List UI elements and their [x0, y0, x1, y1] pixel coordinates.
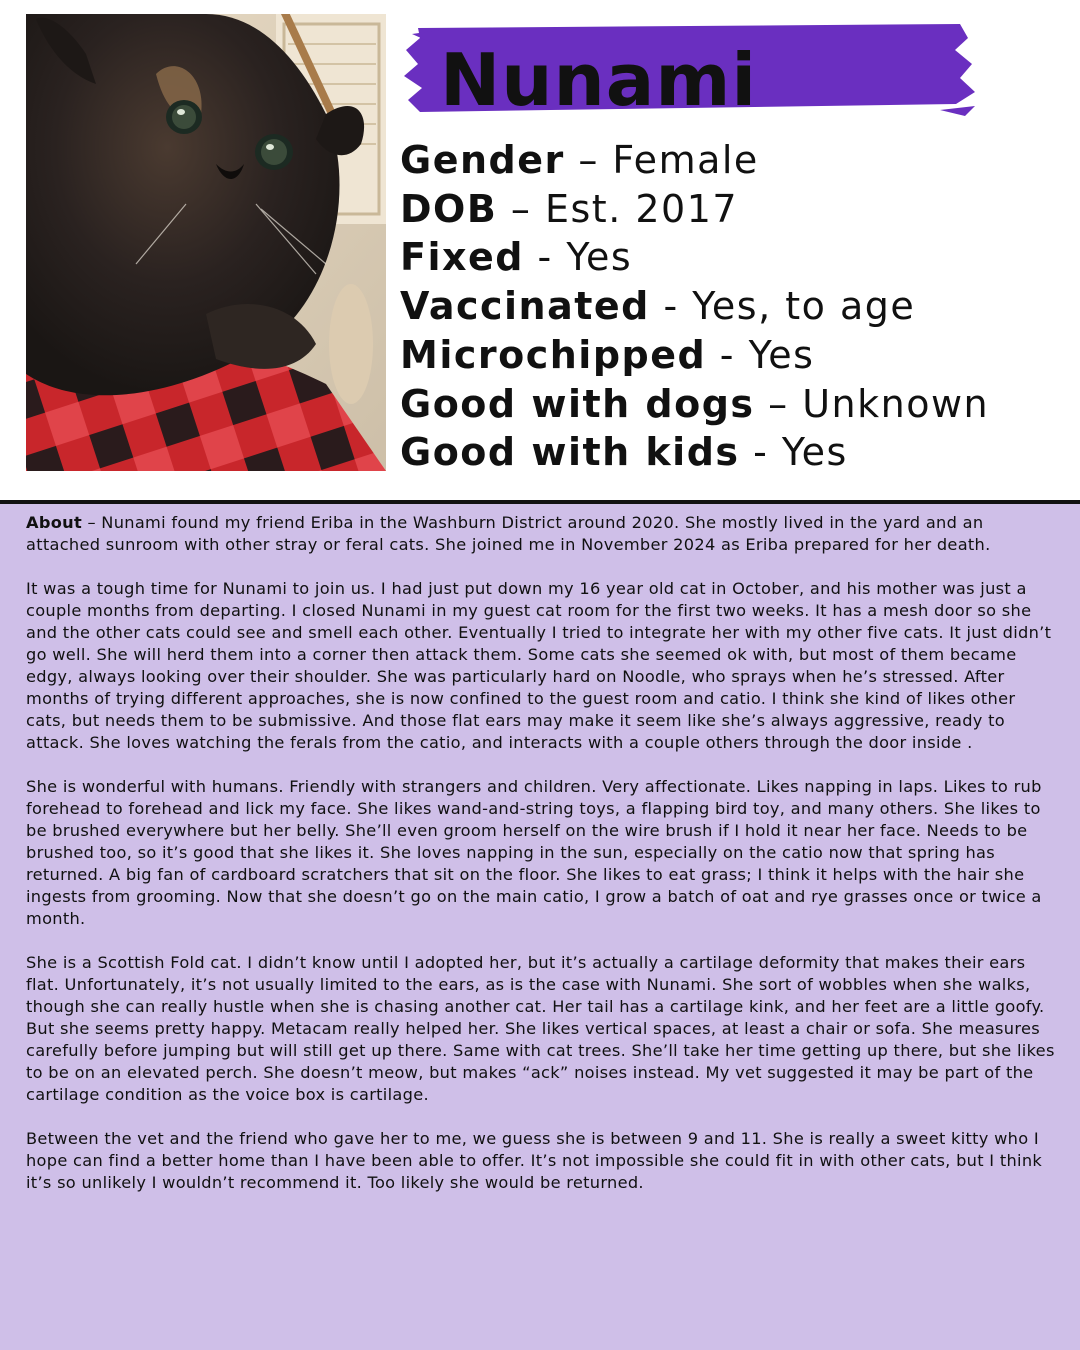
about-heading: About	[26, 513, 82, 532]
fact-label: Vaccinated	[400, 284, 650, 329]
fact-value: Yes	[748, 332, 815, 377]
fact-gender	[400, 136, 1070, 185]
fact-value: Yes, to age	[692, 284, 916, 329]
fact-value: Female	[612, 138, 759, 182]
fact-separator: -	[649, 284, 693, 329]
fact-label: Microchipped	[400, 332, 707, 377]
fact-separator: –	[497, 186, 545, 231]
cat-photo	[26, 14, 386, 471]
about-text	[26, 512, 1056, 1216]
fact-label: Good with dogs	[400, 381, 755, 426]
fact-value: Yes	[566, 235, 633, 280]
fact-label: DOB	[400, 186, 498, 231]
fact-separator: -	[739, 430, 782, 475]
about-heading-separator: –	[82, 513, 102, 532]
about-paragraph: She is a Scottish Fold cat. I didn’t know until I adopted her, but it’s actually a cartilage deformity that makes their ears flat. Unfortunately, it’s not usually limited to the ears, as is the case with Nunami. She sort of wobbles when she walks, though she can really hustle when she is chasing another cat. Her tail has a cartilage kink, and her feet are a little goofy. But she seems pretty happy. Metacam really helped her. She likes vertical spaces, at least a chair or sofa. She measures carefully before jumping but will still get up there. Same with cat trees. She’ll take her time getting up there, but she likes to be on an elevated perch. She doesn’t meow, but makes “ack” noises instead. My vet suggested it may be part of the cartilage condition as the voice box is cartilage.	[26, 953, 1055, 1104]
fact-separator: –	[754, 381, 803, 426]
about-paragraph-intro	[26, 512, 1056, 556]
fact-good-with-dogs	[400, 380, 1070, 429]
profile-header	[0, 0, 1080, 502]
pet-name: Nunami	[440, 38, 758, 122]
about-intro-text: Nunami found my friend Eriba in the Washburn District around 2020. She mostly lived in the yard and an attached sunroom with other stray or feral cats. She joined me in November 2024 as Eriba prepared for her death.	[26, 513, 991, 554]
fact-vaccinated	[400, 282, 1070, 331]
fact-separator: –	[564, 138, 613, 182]
fact-value: Est. 2017	[544, 186, 739, 231]
fact-dob	[400, 185, 1070, 234]
fact-value: Yes	[781, 430, 848, 475]
fact-separator: -	[523, 235, 567, 280]
fact-label: Good with kids	[400, 430, 740, 475]
about-paragraph: Between the vet and the friend who gave her to me, we guess she is between 9 and 11. She is really a sweet kitty who I hope can find a better home than I have been able to offer. It’s not impossible she could fit in with other cats, but I think it’s so unlikely I wouldn’t recommend it. Too likely she would be returned.	[26, 1129, 1043, 1192]
fact-value: Unknown	[802, 381, 990, 426]
fact-fixed	[400, 233, 1070, 282]
fact-label: Gender	[400, 138, 565, 182]
name-banner	[400, 20, 980, 120]
fact-separator: -	[706, 332, 749, 377]
facts-list	[400, 136, 1070, 477]
fact-microchipped	[400, 331, 1070, 380]
fact-good-with-kids	[400, 428, 1070, 477]
fact-label: Fixed	[400, 235, 524, 280]
about-section	[0, 504, 1080, 1350]
about-paragraph: It was a tough time for Nunami to join us. I had just put down my 16 year old cat in October, and his mother was just a couple months from departing. I closed Nunami in my guest cat room for the first two weeks. It has a mesh door so she and the other cats could see and smell each other. Eventually I tried to integrate her with my other five cats. It just didn’t go well. She will herd them into a corner then attack them. Some cats she seemed ok with, but most of them became edgy, always looking over their shoulder. She was particularly hard on Noodle, who sprays when he’s stressed. After months of trying different approaches, she is now confined to the guest room and catio. I think she kind of likes other cats, but needs them to be submissive. And those flat ears may make it seem like she’s always aggressive, ready to attack. She loves watching the ferals from the catio, and interacts with a couple others through the door inside .	[26, 579, 1052, 752]
about-paragraph: She is wonderful with humans. Friendly with strangers and children. Very affectionate. Likes napping in laps. Likes to rub forehead to forehead and lick my face. She likes wand-and-string toys, a flapping bird toy, and many others. She likes to be brushed everywhere but her belly. She’ll even groom herself on the wire brush if I hold it near her face. Needs to be brushed too, so it’s good that she likes it. She loves napping in the sun, especially on the catio now that spring has returned. A big fan of cardboard scratchers that sit on the floor. She likes to eat grass; I think it helps with the hair she ingests from grooming. Now that she doesn’t go on the main catio, I grow a batch of oat and rye grasses once or twice a month.	[26, 777, 1042, 928]
